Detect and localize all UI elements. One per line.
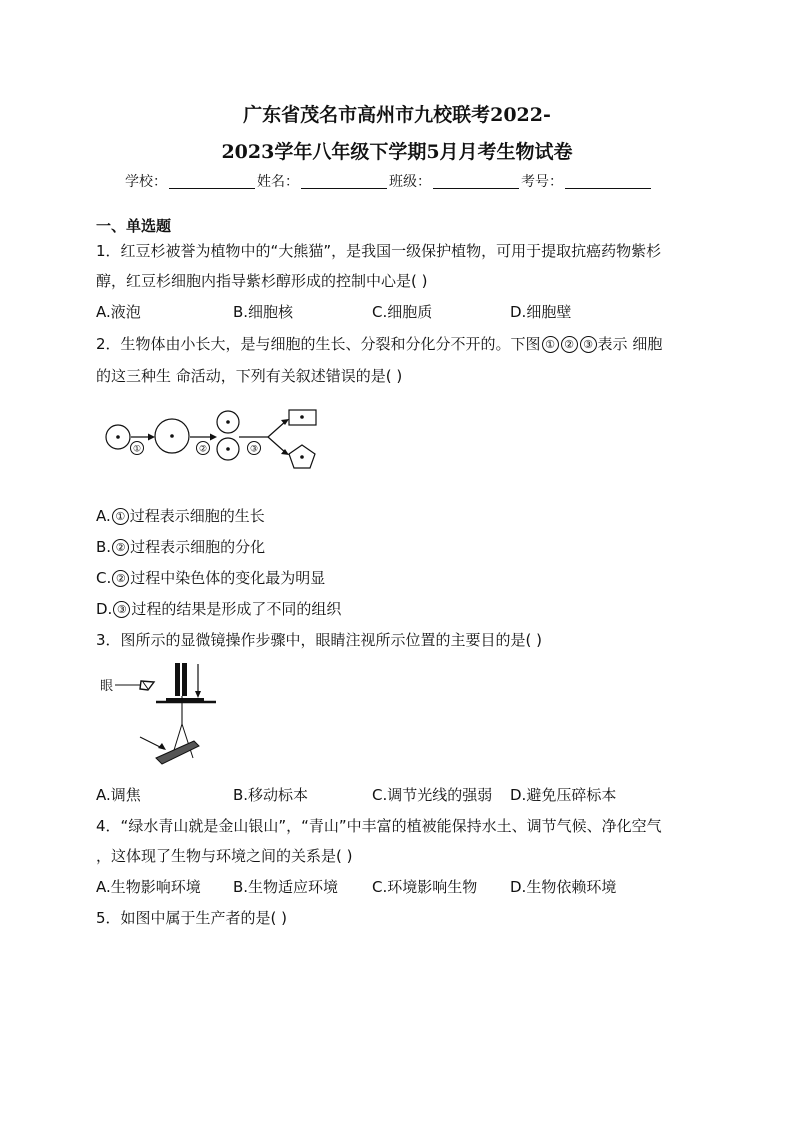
q2-option-a-text: 过程表示细胞的生长: [129, 507, 265, 525]
q2-option-b[interactable]: [96, 536, 265, 557]
q3-option-d[interactable]: D.避免压碎标本: [510, 786, 617, 804]
name-label: 姓名：: [257, 174, 299, 190]
student-info-row: [125, 171, 653, 191]
q1-option-a[interactable]: A.液泡: [96, 303, 141, 321]
class-label: 班级：: [389, 174, 431, 190]
cell-process-diagram: [100, 405, 330, 477]
q2-option-d-mark: ③: [113, 601, 130, 618]
q2-option-a-mark: ①: [112, 508, 129, 525]
q1-text-line1: 1．红豆杉被誉为植物中的“大熊猫”，是我国一级保护植物，可用于提取抗癌药物紫杉: [96, 242, 662, 260]
q4-option-a[interactable]: A.生物影响环境: [96, 878, 201, 896]
q1-option-c[interactable]: C.细胞质: [372, 303, 433, 321]
q1-options: [96, 301, 571, 322]
q2-option-a[interactable]: [96, 505, 265, 526]
microscope-diagram: [98, 660, 218, 770]
q4-text-line1: 4．“绿水青山就是金山银山”，“青山”中丰富的植被能保持水土、调节气候、净化空气: [96, 817, 662, 835]
q3-option-c[interactable]: C.调节光线的强弱: [372, 786, 493, 804]
q2-mark-2: ②: [561, 336, 578, 353]
exam-number-label: 考号：: [521, 174, 563, 190]
q2-text-part1: 2．生物体由小长大，是与细胞的生长、分裂和分化分不开的。下图: [96, 335, 541, 353]
q3-text-line1: 3．图所示的显微镜操作步骤中，眼睛注视所示位置的主要目的是( ): [96, 631, 543, 649]
q2-option-c[interactable]: [96, 567, 325, 588]
diagram-mark-3-label: ③: [249, 444, 259, 455]
q1-text-line2: 醇，红豆杉细胞内指导紫杉醇形成的控制中心是( ): [96, 272, 428, 290]
q4-option-b[interactable]: B.生物适应环境: [233, 878, 339, 896]
q2-option-c-text: 过程中染色体的变化最为明显: [130, 569, 326, 587]
exam-title-line2: 2023学年八年级下学期5月月考生物试卷: [221, 141, 573, 163]
q5-text-line1: 5．如图中属于生产者的是( ): [96, 909, 288, 927]
section-heading: 一、单选题: [96, 217, 172, 235]
q2-option-d[interactable]: [96, 598, 341, 619]
exam-number-blank[interactable]: [565, 174, 651, 189]
q2-option-b-mark: ②: [112, 539, 129, 556]
q2-option-a-prefix: A.: [96, 507, 111, 525]
q2-text-line2: 的这三种生 命活动，下列有关叙述错误的是( ): [96, 367, 403, 385]
name-blank[interactable]: [301, 174, 387, 189]
q3-option-b[interactable]: B.移动标本: [233, 786, 309, 804]
q2-option-b-prefix: B.: [96, 538, 112, 556]
eye-arrow: [140, 681, 154, 690]
q1-option-d[interactable]: D.细胞壁: [510, 303, 572, 321]
q2-text-line1: [96, 333, 662, 354]
q4-text-line2: ，这体现了生物与环境之间的关系是( ): [96, 847, 353, 865]
q2-option-b-text: 过程表示细胞的分化: [130, 538, 266, 556]
diagram-mark-2-label: ②: [198, 444, 208, 455]
q4-options: [96, 876, 616, 897]
q2-text-part2: 表示 细胞: [597, 335, 663, 353]
q1-option-b[interactable]: B.细胞核: [233, 303, 294, 321]
q2-option-d-prefix: D.: [96, 600, 113, 618]
q2-mark-3: ③: [580, 336, 597, 353]
school-blank[interactable]: [169, 174, 255, 189]
q2-option-c-mark: ②: [112, 570, 129, 587]
q3-option-a[interactable]: A.调焦: [96, 786, 141, 804]
objective-lens: [175, 663, 180, 696]
q3-options: [96, 784, 616, 805]
q2-option-c-prefix: C.: [96, 569, 112, 587]
q4-option-c[interactable]: C.环境影响生物: [372, 878, 478, 896]
q2-mark-1: ①: [542, 336, 559, 353]
diagram-mark-1-label: ①: [132, 444, 142, 455]
q4-option-d[interactable]: D.生物依赖环境: [510, 878, 617, 896]
school-label: 学校：: [125, 174, 167, 190]
stage-clip: [166, 698, 204, 701]
eye-label: 眼: [100, 679, 114, 694]
exam-title-line1: 广东省茂名市高州市九校联考2022-: [243, 104, 551, 126]
q2-option-d-text: 过程的结果是形成了不同的组织: [131, 600, 342, 618]
class-blank[interactable]: [433, 174, 519, 189]
